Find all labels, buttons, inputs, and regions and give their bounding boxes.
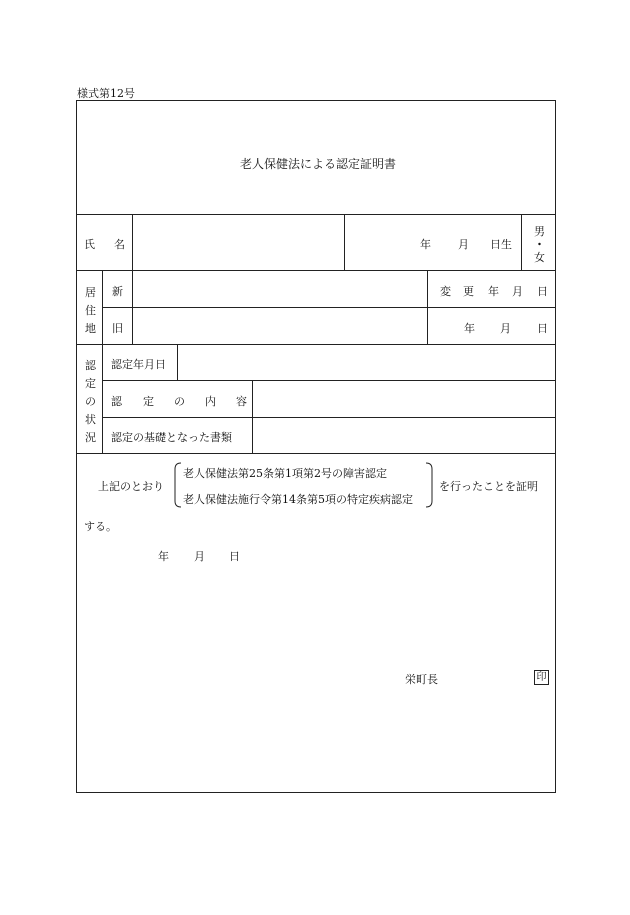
cert-content-label-4: 内 (205, 395, 216, 408)
residence-label-1: 居 (85, 286, 96, 299)
issue-day: 日 (229, 550, 240, 563)
birth-day: 日生 (490, 238, 512, 251)
birth-year: 年 (420, 238, 431, 251)
old-year: 年 (464, 322, 475, 335)
cert-date-field[interactable] (179, 346, 554, 378)
name-field[interactable] (134, 216, 342, 268)
rule-change-date-sep (427, 270, 428, 344)
statement-option-2: 老人保健法施行令第14条第5項の特定疾病認定 (183, 493, 413, 506)
rule-residence-bottom (76, 344, 556, 345)
cert-basis-label: 認定の基礎となった書類 (111, 431, 232, 444)
old-month: 月 (500, 322, 511, 335)
residence-old-label: 旧 (112, 322, 123, 335)
rule-content-label-sep (252, 380, 253, 453)
rule-new-old-sep (132, 270, 133, 344)
change-month: 月 (512, 285, 523, 298)
change-day: 日 (537, 285, 548, 298)
cert-label-3: の (85, 395, 96, 408)
cert-basis-field[interactable] (254, 419, 554, 452)
cert-date-label: 認定年月日 (111, 358, 166, 371)
sex-female: 女 (534, 251, 545, 264)
rule-residence-label-sep (102, 270, 103, 453)
rule-certification-bottom (76, 453, 556, 454)
right-brace-icon (425, 462, 435, 508)
rule-name-date-sep (344, 214, 345, 270)
cert-content-field[interactable] (254, 382, 554, 416)
cert-label-2: 定 (85, 377, 96, 390)
birth-month: 月 (458, 238, 469, 251)
old-address-field[interactable] (134, 309, 425, 343)
name-label-2: 名 (114, 238, 125, 251)
rule-content-bottom (102, 417, 556, 418)
document-title: 老人保健法による認定証明書 (240, 157, 397, 171)
old-day: 日 (537, 322, 548, 335)
sex-male: 男 (534, 225, 545, 238)
rule-sex-sep (521, 214, 522, 270)
cert-content-label-1: 認 (111, 395, 122, 408)
statement-option-1: 老人保健法第25条第1項第2号の障害認定 (183, 467, 387, 480)
issue-year: 年 (158, 550, 169, 563)
left-brace-icon (172, 462, 182, 508)
issue-month: 月 (194, 550, 205, 563)
rule-name-label-sep (132, 214, 133, 270)
cert-content-label-2: 定 (143, 395, 154, 408)
cert-label-4: 状 (85, 413, 96, 426)
issuer-title: 栄町長 (405, 673, 438, 686)
cert-content-label-5: 容 (236, 395, 247, 408)
rule-new-bottom (102, 307, 556, 308)
name-label-1: 氏 (84, 238, 95, 251)
residence-new-label: 新 (112, 285, 123, 298)
residence-label-3: 地 (85, 322, 96, 335)
statement-suffix: を行ったことを証明 (439, 480, 538, 493)
seal-mark: 印 (534, 670, 549, 685)
statement-continuation: する。 (84, 520, 117, 533)
cert-label-5: 況 (85, 431, 96, 444)
residence-label-2: 住 (85, 304, 96, 317)
rule-name-bottom (76, 270, 556, 271)
rule-title-bottom (76, 214, 556, 215)
cert-content-label-3: の (174, 395, 185, 408)
cert-label-1: 認 (85, 359, 96, 372)
change-label-2: 更 (463, 285, 474, 298)
rule-date-bottom (102, 380, 556, 381)
statement-prefix: 上記のとおり (98, 480, 164, 493)
change-label-1: 変 (440, 285, 451, 298)
change-year: 年 (488, 285, 499, 298)
new-address-field[interactable] (134, 272, 425, 306)
form-number: 様式第12号 (77, 87, 135, 100)
rule-date-label-sep (177, 344, 178, 380)
sex-dot: ・ (534, 238, 545, 251)
